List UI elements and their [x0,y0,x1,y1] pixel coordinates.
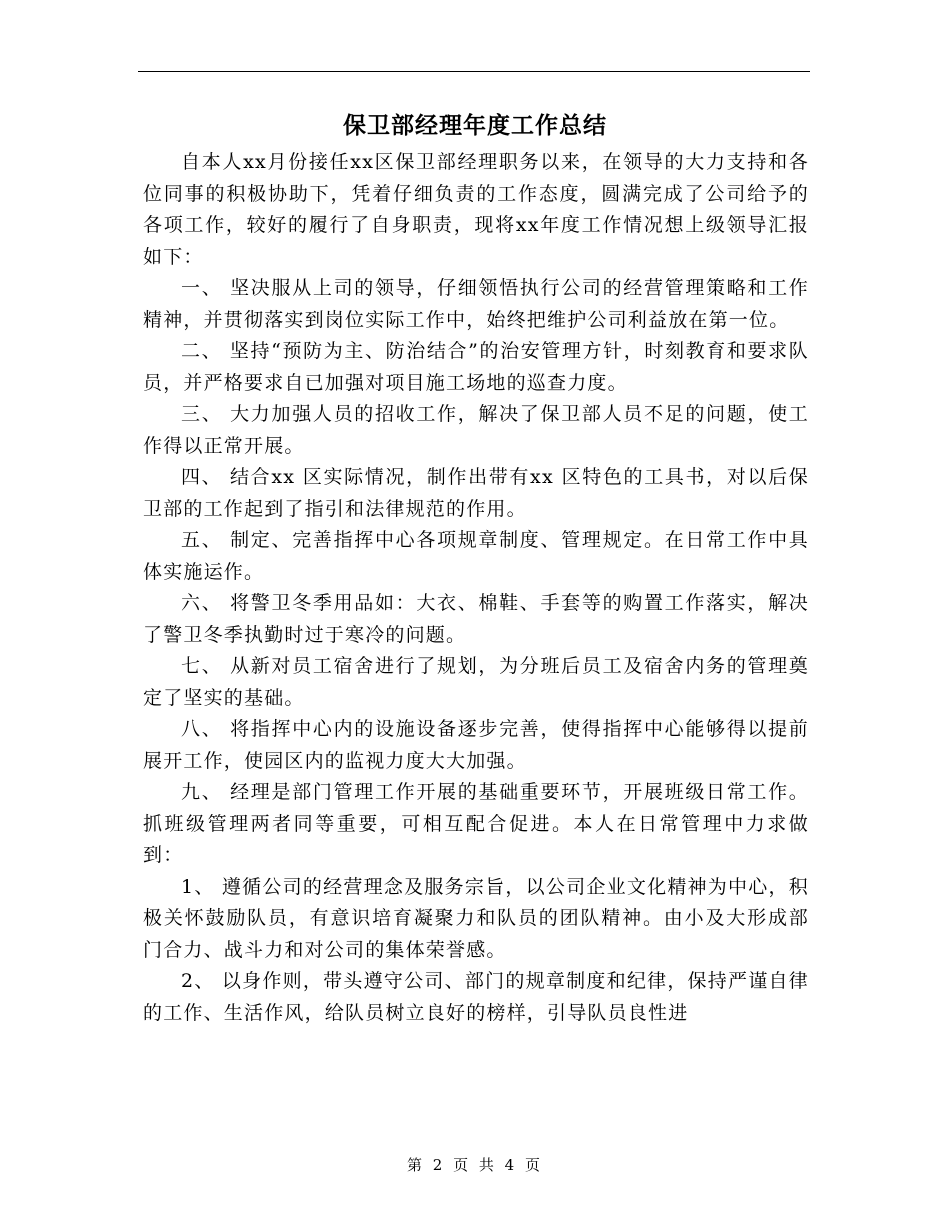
paragraph-item-9: 九、 经理是部门管理工作开展的基础重要环节，开展班级日常工作。抓班级管理两者同等重要，可相互配合促进。本人在日常管理中力求做到： [143,781,809,866]
paragraph-item-3: 三、 大力加强人员的招收工作，解决了保卫部人员不足的问题，使工作得以正常开展。 [143,403,809,457]
paragraph-subitem-1: 1、 遵循公司的经营理念及服务宗旨，以公司企业文化精神为中心，积极关怀鼓励队员，有意识培育凝聚力和队员的团队精神。由小及大形成部门合力、战斗力和对公司的集体荣誉感。 [143,875,809,961]
document-title: 保卫部经理年度工作总结 [343,113,607,139]
paragraph-item-6: 六、 将警卫冬季用品如：大衣、棉鞋、手套等的购置工作落实，解决了警卫冬季执勤时过于寒冷的问题。 [143,592,809,646]
paragraph-item-5: 五、 制定、完善指挥中心各项规章制度、管理规定。在日常工作中具体实施运作。 [143,529,809,583]
paragraph-subitem-2: 2、 以身作则，带头遵守公司、部门的规章制度和纪律，保持严谨自律的工作、生活作风，给队员树立良好的榜样，引导队员良性进 [143,970,809,1024]
paragraph-item-4: 四、 结合xx 区实际情况，制作出带有xx 区特色的工具书，对以后保卫部的工作起到了指引和法律规范的作用。 [143,466,809,520]
document-body [143,147,809,1029]
paragraph-item-8: 八、 将指挥中心内的设施设备逐步完善，使得指挥中心能够得以提前展开工作，使园区内的监视力度大大加强。 [143,718,809,772]
page-number: 第 2 页 共 4 页 [407,1156,543,1174]
paragraph-item-7: 七、 从新对员工宿舍进行了规划，为分班后员工及宿舍内务的管理奠定了坚实的基础。 [143,655,809,709]
paragraph-intro: 自本人xx月份接任xx区保卫部经理职务以来，在领导的大力支持和各位同事的积极协助下，凭着仔细负责的工作态度，圆满完成了公司给予的各项工作，较好的履行了自身职责，现将xx年度工作情况想上级领导汇报如下： [143,151,809,268]
header-rule [138,71,810,72]
paragraph-item-2: 二、 坚持“预防为主、防治结合”的治安管理方针，时刻教育和要求队员，并严格要求自已加强对项目施工场地的巡查力度。 [143,340,809,394]
paragraph-item-1: 一、 坚决服从上司的领导，仔细领悟执行公司的经营管理策略和工作精神，并贯彻落实到岗位实际工作中，始终把维护公司利益放在第一位。 [143,277,809,331]
